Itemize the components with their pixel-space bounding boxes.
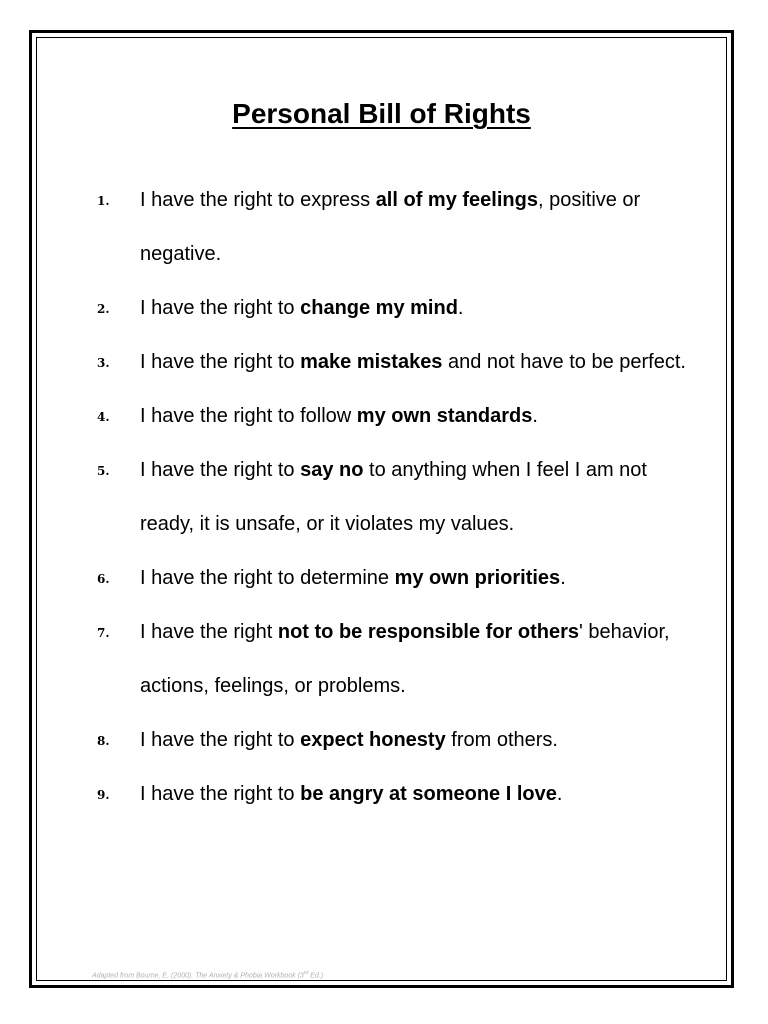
item-text: from others. — [445, 729, 558, 751]
item-text: I have the right to — [140, 459, 301, 481]
emphasized-text: make mistakes — [300, 351, 443, 373]
right-item — [97, 281, 697, 335]
right-item — [97, 551, 697, 605]
page-title: Personal Bill of Rights — [232, 98, 531, 129]
right-item — [97, 173, 697, 281]
item-number: 3. — [97, 356, 110, 370]
credit-prefix: Adapted from Bourne, E. (2000). The Anxiety & Phobia Workbook (3 — [92, 972, 304, 980]
right-item — [97, 335, 697, 389]
credit-superscript: rd — [303, 970, 309, 976]
item-number: 9. — [97, 788, 110, 802]
item-text: I have the right to — [140, 729, 301, 751]
rights-list — [97, 173, 697, 821]
item-text: and not have to be perfect. — [442, 351, 686, 373]
item-text: . — [457, 297, 464, 319]
item-number: 2. — [97, 302, 110, 316]
item-number: 1. — [97, 194, 110, 208]
item-text: I have the right to express — [140, 189, 376, 211]
emphasized-text: expect honesty — [300, 729, 446, 751]
right-item — [97, 605, 697, 713]
emphasized-text: not to be responsible for others — [277, 621, 580, 643]
right-item — [97, 767, 697, 821]
item-text: I have the right to — [140, 351, 301, 373]
source-credit — [92, 970, 323, 979]
item-text: , positive or negative. — [140, 189, 641, 265]
item-number: 8. — [97, 734, 110, 748]
item-number: 5. — [97, 464, 110, 478]
emphasized-text: all of my feelings — [375, 189, 538, 211]
item-text: I have the right to determine — [140, 567, 395, 589]
emphasized-text: my own priorities — [394, 567, 561, 589]
item-text: . — [556, 783, 563, 805]
emphasized-text: my own standards — [356, 405, 533, 427]
right-item — [97, 443, 697, 551]
item-number: 7. — [97, 626, 110, 640]
item-number: 4. — [97, 410, 110, 424]
credit-suffix: Ed.) — [308, 972, 324, 980]
item-number: 6. — [97, 572, 110, 586]
page-border — [29, 30, 734, 988]
item-text: I have the right to — [140, 297, 301, 319]
item-text: . — [560, 567, 566, 589]
item-text: ' behavior, actions, feelings, or problems. — [140, 621, 670, 697]
item-text: I have the right — [140, 621, 278, 643]
item-text: to anything when I feel I am not ready, it is unsafe, or it violates my values. — [140, 459, 647, 535]
page-border-inner — [36, 37, 727, 981]
emphasized-text: be angry at someone I love — [300, 783, 557, 805]
right-item — [97, 389, 697, 443]
item-text: I have the right to — [140, 783, 301, 805]
emphasized-text: say no — [300, 459, 364, 481]
emphasized-text: change my mind — [300, 297, 458, 319]
item-text: . — [532, 405, 538, 427]
item-text: I have the right to follow — [140, 405, 357, 427]
right-item — [97, 713, 697, 767]
